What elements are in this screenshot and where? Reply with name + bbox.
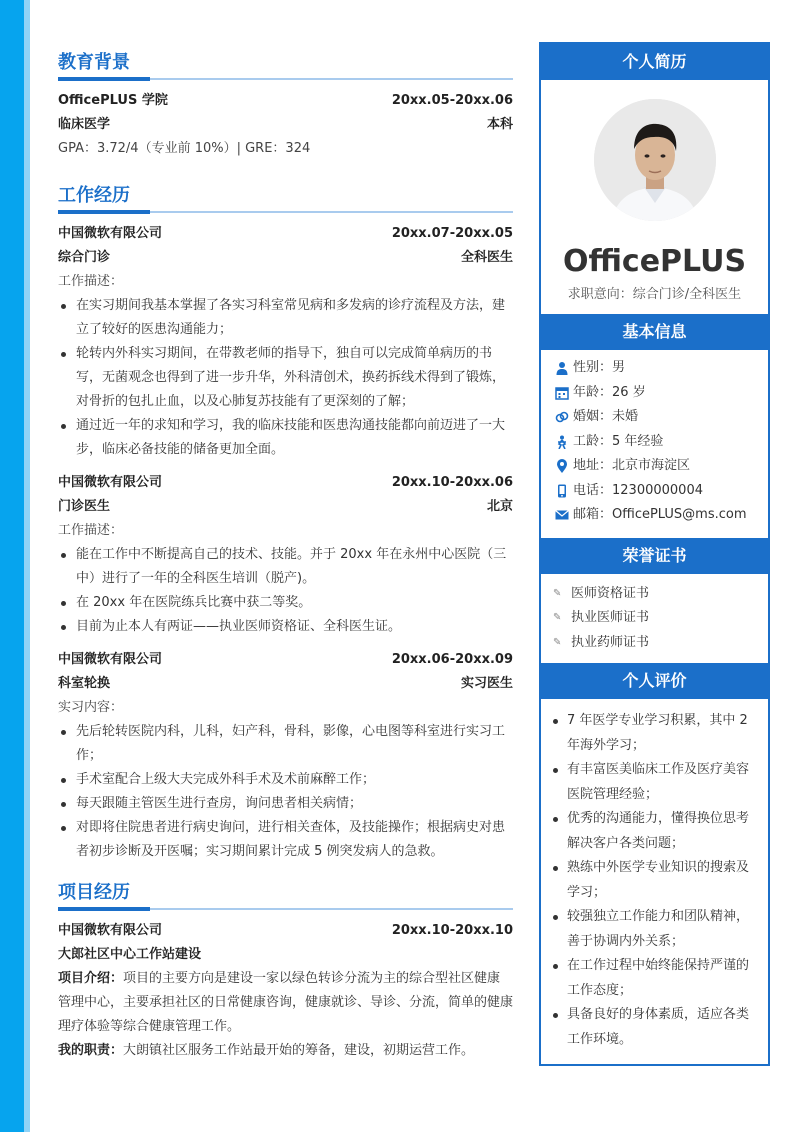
avatar <box>594 99 716 221</box>
info-phone <box>555 479 768 504</box>
job-company: 中国微软有限公司 <box>58 475 163 490</box>
project-company: 中国微软有限公司 <box>58 923 163 938</box>
info-value: 5 年经验 <box>612 433 664 449</box>
worker-icon <box>555 435 569 449</box>
location-icon <box>555 459 569 473</box>
education-title: 教育背景 <box>58 52 130 73</box>
list-item: 具备良好的身体素质，适应各类工作环境。 <box>549 1003 758 1052</box>
phone-icon <box>555 484 569 498</box>
section-divider <box>58 211 513 213</box>
job-dept: 综合门诊 <box>58 250 111 265</box>
list-item: 手术室配合上级大夫完成外科手术及术前麻醉工作； <box>58 768 513 792</box>
list-item: 在 20xx 年在医院练兵比赛中获二等奖。 <box>58 591 513 615</box>
info-label: 性别： <box>573 360 613 375</box>
info-seniority <box>555 430 768 455</box>
certs-list <box>541 574 768 664</box>
rings-icon <box>555 410 569 424</box>
info-label: 邮箱： <box>573 507 613 522</box>
info-value: 男 <box>612 360 626 375</box>
list-item: 先后轮转医院内科，儿科，妇产科，骨科，影像，心电图等科室进行实习工作； <box>58 720 513 768</box>
info-email <box>555 503 768 528</box>
job-entry <box>58 222 513 462</box>
list-item: 轮转内外科实习期间，在带教老师的指导下，独自可以完成简单病历的书写，无菌观念也得到了进一步升华，外科清创术，换药拆线术得到了锻炼，对骨折的包扎止血，以及心肺复苏技能有了更深刻的了解； <box>58 342 513 414</box>
calendar-icon <box>555 386 569 400</box>
edu-header-row <box>58 89 513 113</box>
cert-item <box>553 631 768 656</box>
photo-wrap <box>541 80 768 240</box>
main-column <box>58 48 513 1083</box>
major: 临床医学 <box>58 117 111 132</box>
job-desc-label: 实习内容： <box>58 700 124 715</box>
project-name: 大郎社区中心工作站建设 <box>58 947 202 962</box>
list-item: 能在工作中不断提高自己的技术、技能。并于 20xx 年在永州中心医院（三中）进行了一年的全科医生培训（脱产)。 <box>58 543 513 591</box>
certs-header: 荣誉证书 <box>541 538 768 574</box>
job-desc-label: 工作描述： <box>58 274 124 289</box>
job-entry <box>58 648 513 864</box>
cert-name: 执业药师证书 <box>571 634 650 650</box>
evaluation-list <box>541 699 768 1064</box>
project-intro-label: 项目介绍： <box>58 971 124 986</box>
section-divider <box>58 908 513 910</box>
left-accent-strip-light <box>24 0 30 1132</box>
list-item: 7 年医学专业学习积累，其中 2 年海外学习； <box>549 709 758 758</box>
job-period: 20xx.07-20xx.05 <box>391 226 513 241</box>
job-dept: 门诊医生 <box>58 499 111 514</box>
job-company: 中国微软有限公司 <box>58 652 163 667</box>
info-value: OfficePLUS@ms.com <box>612 507 747 522</box>
job-period: 20xx.10-20xx.06 <box>391 475 513 490</box>
list-item: 目前为止本人有两证——执业医师资格证、全科医生证。 <box>58 615 513 639</box>
job-bullets <box>58 543 513 639</box>
project-intro-text: 项目的主要方向是建设一家以绿色转诊分流为主的综合型社区健康管理中心，主要承担社区的日常健康咨询，健康就诊、导诊、分流，简单的健康理疗体验等综合健康管理工作。 <box>58 971 514 1034</box>
gpa-text: GPA：3.72/4（专业前 10%）| GRE：324 <box>58 141 311 156</box>
list-item: 较强独立工作能力和团队精神，善于协调内外关系； <box>549 905 758 954</box>
basic-info-list <box>541 350 768 538</box>
evaluation-header: 个人评价 <box>541 663 768 699</box>
info-marital <box>555 405 768 430</box>
job-role: 北京 <box>486 499 513 514</box>
job-dept: 科室轮换 <box>58 676 111 691</box>
cert-item <box>553 606 768 631</box>
info-value: 26 岁 <box>612 384 646 400</box>
list-item: 对即将住院患者进行病史询问，进行相关查体，及技能操作；根据病史对患者初步诊断及开医嘱；实习期间累计完成 5 例突发病人的急救。 <box>58 816 513 864</box>
list-item: 在实习期间我基本掌握了各实习科室常见病和多发病的诊疗流程及方法，建立了较好的医患沟通能力； <box>58 294 513 342</box>
profile-header: 个人简历 <box>541 44 768 80</box>
pencil-icon: ✎ <box>553 612 562 624</box>
info-address <box>555 454 768 479</box>
degree: 本科 <box>486 117 513 132</box>
info-value: 未婚 <box>612 409 639 424</box>
project-period: 20xx.10-20xx.10 <box>391 923 513 938</box>
project-section <box>58 878 513 1063</box>
profile-name: OfficePLUS <box>562 244 747 279</box>
job-role: 实习医生 <box>460 676 513 691</box>
info-value: 北京市海淀区 <box>612 458 691 473</box>
info-label: 工龄： <box>573 433 613 449</box>
basic-info-header: 基本信息 <box>541 314 768 350</box>
info-label: 地址： <box>573 458 613 473</box>
job-bullets <box>58 720 513 864</box>
job-bullets <box>58 294 513 462</box>
cert-item <box>553 582 768 607</box>
job-entry <box>58 471 513 639</box>
project-duty-label: 我的职责： <box>58 1043 124 1058</box>
list-item: 有丰富医美临床工作及医疗美容医院管理经验； <box>549 758 758 807</box>
sidebar <box>539 42 770 1066</box>
list-item: 熟练中外医学专业知识的搜索及学习； <box>549 856 758 905</box>
project-duty <box>58 1039 513 1063</box>
info-gender <box>555 356 768 381</box>
edu-major-row <box>58 113 513 137</box>
work-section <box>58 181 513 864</box>
cert-name: 执业医师证书 <box>571 610 650 625</box>
info-label: 婚姻： <box>573 409 613 424</box>
list-item: 通过近一年的求知和学习，我的临床技能和医患沟通技能都向前迈进了一大步，临床必备技能的储备更加全面。 <box>58 414 513 462</box>
section-divider <box>58 78 513 80</box>
project-intro <box>58 967 513 1039</box>
info-label: 年龄： <box>573 384 613 400</box>
info-value: 12300000004 <box>612 482 703 498</box>
info-age <box>555 381 768 406</box>
job-company: 中国微软有限公司 <box>58 226 163 241</box>
project-title: 项目经历 <box>58 882 130 903</box>
job-desc-label: 工作描述： <box>58 523 124 538</box>
list-item: 每天跟随主管医生进行查房，询问患者相关病情； <box>58 792 513 816</box>
project-duty-text: 大朗镇社区服务工作站最开始的筹备，建设，初期运营工作。 <box>123 1043 475 1058</box>
pencil-icon: ✎ <box>553 587 562 599</box>
job-period: 20xx.06-20xx.09 <box>391 652 513 667</box>
mail-icon <box>555 508 569 522</box>
edu-period: 20xx.05-20xx.06 <box>391 93 513 108</box>
cert-name: 医师资格证书 <box>571 585 650 601</box>
list-item: 在工作过程中始终能保持严谨的工作态度； <box>549 954 758 1003</box>
school-name: OfficePLUS 学院 <box>58 93 168 108</box>
job-intent: 求职意向：综合门诊/全科医生 <box>567 287 742 302</box>
left-accent-strip <box>0 0 24 1132</box>
job-role: 全科医生 <box>460 250 513 265</box>
info-label: 电话： <box>573 482 613 498</box>
person-icon <box>555 361 569 375</box>
list-item: 优秀的沟通能力，懂得换位思考解决客户各类问题； <box>549 807 758 856</box>
work-title: 工作经历 <box>58 185 130 206</box>
pencil-icon: ✎ <box>553 636 562 648</box>
education-section <box>58 48 513 161</box>
